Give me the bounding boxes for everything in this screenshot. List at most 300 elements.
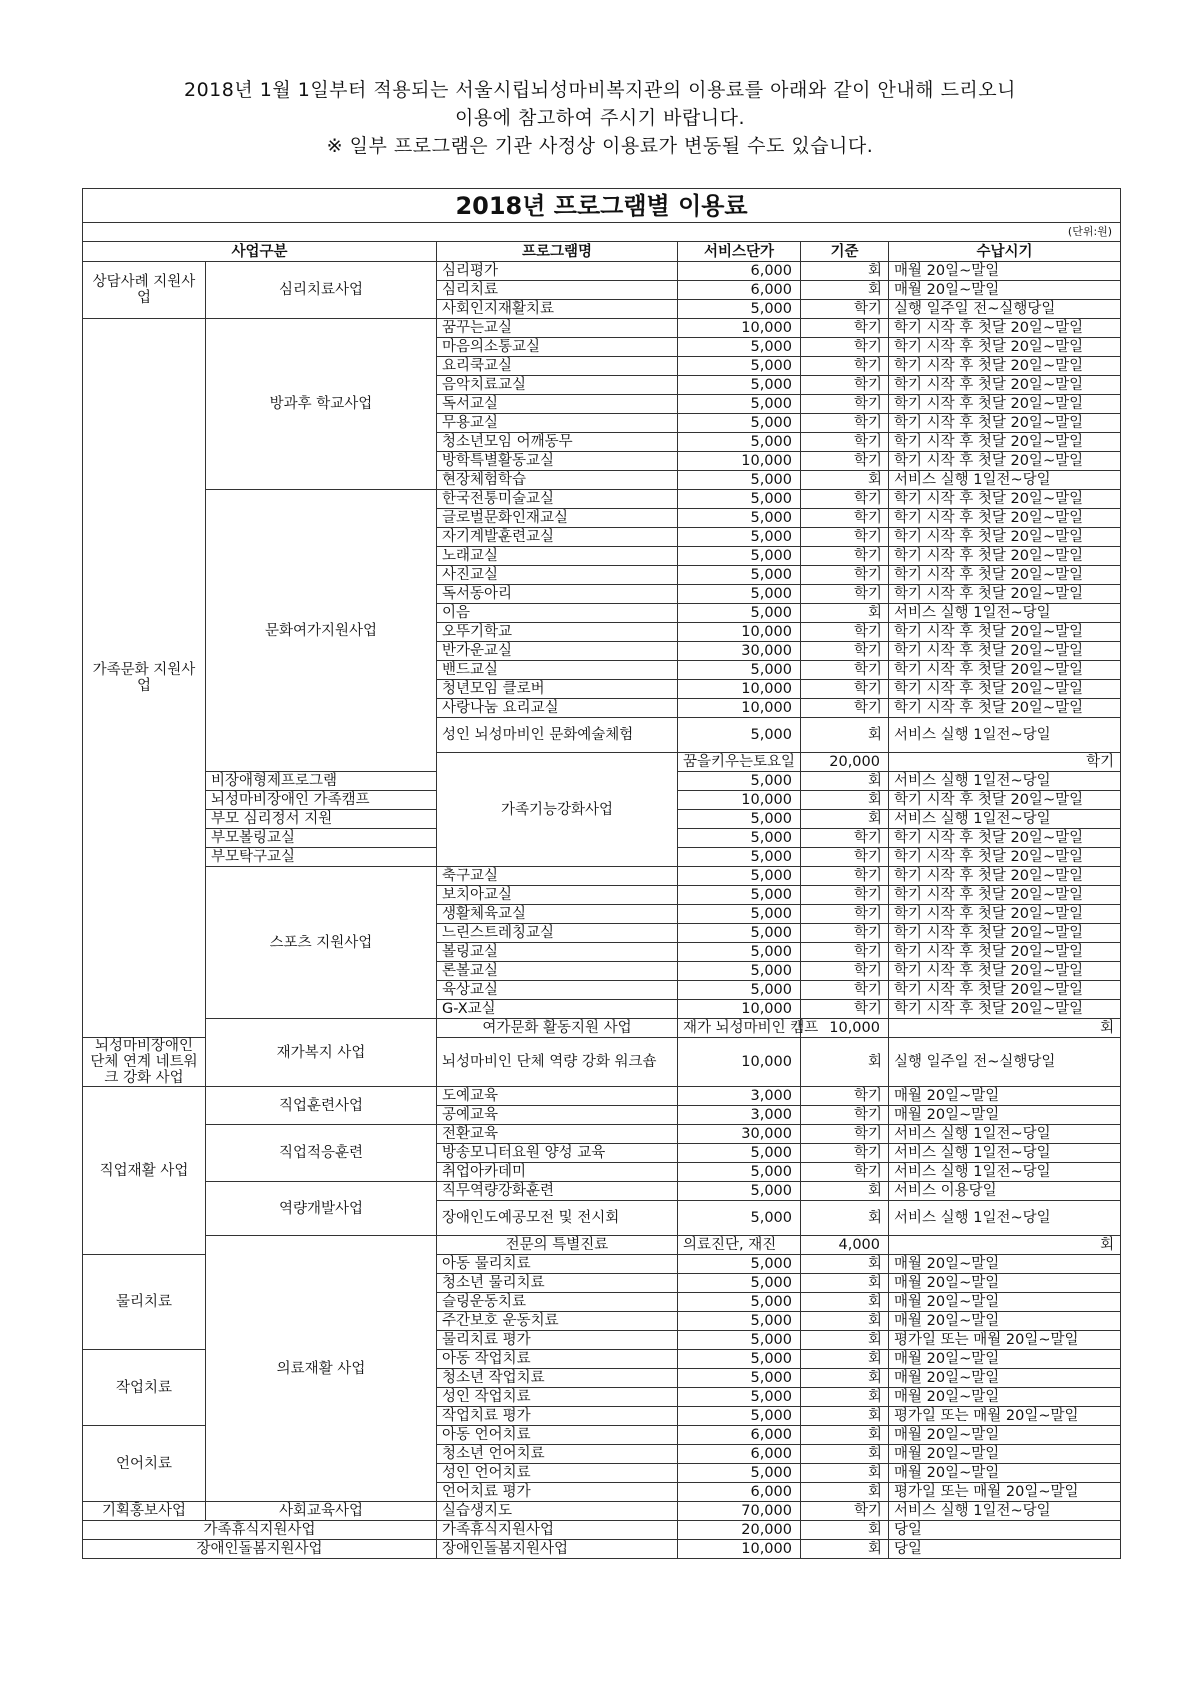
timing-cell: 학기 시작 후 첫달 20일~말일 <box>889 1000 1121 1019</box>
basis-cell: 회 <box>801 1407 889 1426</box>
division-cell: 가족문화 지원사업 <box>83 319 206 1038</box>
price-cell: 5,000 <box>678 509 801 528</box>
timing-cell: 학기 시작 후 첫달 20일~말일 <box>889 943 1121 962</box>
program-name-cell: 부모 심리정서 지원 <box>206 810 437 829</box>
division-cell: 가족휴식지원사업 <box>83 1521 437 1540</box>
price-cell: 10,000 <box>678 623 801 642</box>
table-row <box>83 1521 1121 1540</box>
basis-cell: 학기 <box>801 943 889 962</box>
intro-line-1: 2018년 1월 1일부터 적용되는 서울시립뇌성마비복지관의 이용료를 아래와 같이 안내해 드리오니 <box>184 79 1016 101</box>
program-name-cell: 꿈을키우는토요일 <box>678 753 801 772</box>
program-name-cell: 청소년 물리치료 <box>437 1274 678 1293</box>
program-name-cell: 밴드교실 <box>437 661 678 680</box>
price-cell: 5,000 <box>678 300 801 319</box>
price-cell: 6,000 <box>678 281 801 300</box>
basis-cell: 학기 <box>801 357 889 376</box>
program-name-cell: 축구교실 <box>437 867 678 886</box>
intro-line-3: ※ 일부 프로그램은 기관 사정상 이용료가 변동될 수도 있습니다. <box>326 135 874 157</box>
price-cell: 20,000 <box>678 1521 801 1540</box>
timing-cell: 학기 시작 후 첫달 20일~말일 <box>889 319 1121 338</box>
timing-cell: 매월 20일~말일 <box>889 1369 1121 1388</box>
program-name-cell: 뇌성마비인 단체 역량 강화 워크숍 <box>437 1038 678 1087</box>
basis-cell: 학기 <box>801 981 889 1000</box>
timing-cell: 학기 시작 후 첫달 20일~말일 <box>889 829 1121 848</box>
timing-cell: 평가일 또는 매월 20일~말일 <box>889 1331 1121 1350</box>
timing-cell: 매월 20일~말일 <box>889 1464 1121 1483</box>
price-cell: 5,000 <box>678 1331 801 1350</box>
basis-cell: 회 <box>801 1293 889 1312</box>
price-cell: 5,000 <box>678 962 801 981</box>
basis-cell: 학기 <box>801 1087 889 1106</box>
program-name-cell: 방학특별활동교실 <box>437 452 678 471</box>
timing-cell: 학기 시작 후 첫달 20일~말일 <box>889 338 1121 357</box>
basis-cell: 회 <box>801 1369 889 1388</box>
basis-cell: 학기 <box>801 886 889 905</box>
price-cell: 5,000 <box>678 585 801 604</box>
basis-cell: 학기 <box>801 528 889 547</box>
timing-cell: 서비스 실행 1일전~당일 <box>889 471 1121 490</box>
basis-cell: 학기 <box>801 414 889 433</box>
timing-cell: 학기 시작 후 첫달 20일~말일 <box>889 962 1121 981</box>
price-cell: 10,000 <box>678 680 801 699</box>
basis-cell: 학기 <box>801 433 889 452</box>
program-name-cell: 장애인돌봄지원사업 <box>437 1540 678 1559</box>
program-name-cell: 공예교육 <box>437 1106 678 1125</box>
timing-cell: 매월 20일~말일 <box>889 1087 1121 1106</box>
header-timing: 수납시기 <box>889 242 1121 262</box>
timing-cell: 매월 20일~말일 <box>889 1312 1121 1331</box>
price-cell: 5,000 <box>678 357 801 376</box>
program-name-cell: 심리치료 <box>437 281 678 300</box>
timing-cell: 학기 시작 후 첫달 20일~말일 <box>889 547 1121 566</box>
timing-cell: 서비스 실행 1일전~당일 <box>889 810 1121 829</box>
timing-cell: 실행 일주일 전~실행당일 <box>889 300 1121 319</box>
price-cell: 3,000 <box>678 1106 801 1125</box>
program-name-cell: 부모탁구교실 <box>206 848 437 867</box>
table-title: 2018년 프로그램별 이용료 <box>83 189 1121 223</box>
table-row <box>83 262 1121 281</box>
basis-cell: 학기 <box>801 962 889 981</box>
subdivision-cell: 심리치료사업 <box>206 262 437 319</box>
program-name-cell: 요리쿡교실 <box>437 357 678 376</box>
basis-cell: 회 <box>801 1426 889 1445</box>
price-cell: 5,000 <box>678 528 801 547</box>
price-cell: 5,000 <box>678 905 801 924</box>
basis-cell: 회 <box>801 772 889 791</box>
basis-cell: 회 <box>801 1521 889 1540</box>
basis-cell: 학기 <box>801 848 889 867</box>
header-division: 사업구분 <box>83 242 437 262</box>
program-name-cell: 비장애형제프로그램 <box>206 772 437 791</box>
program-name-cell: 글로벌문화인재교실 <box>437 509 678 528</box>
timing-cell: 학기 시작 후 첫달 20일~말일 <box>889 981 1121 1000</box>
price-cell: 10,000 <box>678 1540 801 1559</box>
table-row <box>83 1087 1121 1106</box>
price-cell: 30,000 <box>678 642 801 661</box>
header-basis: 기준 <box>801 242 889 262</box>
subdivision-cell: 스포츠 지원사업 <box>206 867 437 1019</box>
timing-cell: 학기 시작 후 첫달 20일~말일 <box>889 433 1121 452</box>
timing-cell: 학기 시작 후 첫달 20일~말일 <box>889 528 1121 547</box>
timing-cell: 서비스 실행 1일전~당일 <box>889 772 1121 791</box>
intro-line-2: 이용에 참고하여 주시기 바랍니다. <box>454 107 746 129</box>
basis-cell: 학기 <box>801 338 889 357</box>
program-name-cell: 느린스트레칭교실 <box>437 924 678 943</box>
program-name-cell: 육상교실 <box>437 981 678 1000</box>
program-name-cell: 오뚜기학교 <box>437 623 678 642</box>
subdivision-cell: 물리치료 <box>83 1255 206 1350</box>
table-row <box>83 867 1121 886</box>
program-name-cell: 생활체육교실 <box>437 905 678 924</box>
program-name-cell: 마음의소통교실 <box>437 338 678 357</box>
timing-cell: 학기 시작 후 첫달 20일~말일 <box>889 490 1121 509</box>
timing-cell: 당일 <box>889 1521 1121 1540</box>
price-cell: 10,000 <box>678 791 801 810</box>
program-name-cell: 재가 뇌성마비인 캠프 <box>678 1019 801 1038</box>
program-name-cell: 언어치료 평가 <box>437 1483 678 1502</box>
basis-cell: 회 <box>801 1388 889 1407</box>
price-cell: 5,000 <box>678 547 801 566</box>
timing-cell: 학기 시작 후 첫달 20일~말일 <box>889 791 1121 810</box>
program-name-cell: 노래교실 <box>437 547 678 566</box>
timing-cell: 학기 시작 후 첫달 20일~말일 <box>889 848 1121 867</box>
price-cell: 3,000 <box>678 1087 801 1106</box>
timing-cell: 서비스 실행 1일전~당일 <box>889 1201 1121 1236</box>
timing-cell: 서비스 이용당일 <box>889 1182 1121 1201</box>
subdivision-cell: 뇌성마비장애인 단체 연계 네트워크 강화 사업 <box>83 1038 206 1087</box>
price-cell: 5,000 <box>678 395 801 414</box>
basis-cell: 학기 <box>889 753 1121 772</box>
timing-cell: 실행 일주일 전~실행당일 <box>889 1038 1121 1087</box>
division-cell: 장애인돌봄지원사업 <box>83 1540 437 1559</box>
fee-table <box>82 188 1121 1559</box>
price-cell: 30,000 <box>678 1125 801 1144</box>
price-cell: 5,000 <box>678 414 801 433</box>
timing-cell: 학기 시작 후 첫달 20일~말일 <box>889 509 1121 528</box>
subdivision-cell: 언어치료 <box>83 1426 206 1502</box>
program-name-cell: 음악치료교실 <box>437 376 678 395</box>
price-cell: 5,000 <box>678 1293 801 1312</box>
program-name-cell: 청소년 언어치료 <box>437 1445 678 1464</box>
price-cell: 5,000 <box>678 1388 801 1407</box>
timing-cell: 학기 시작 후 첫달 20일~말일 <box>889 566 1121 585</box>
basis-cell: 회 <box>801 1312 889 1331</box>
basis-cell: 학기 <box>801 829 889 848</box>
price-cell: 5,000 <box>678 1407 801 1426</box>
basis-cell: 학기 <box>801 642 889 661</box>
table-row <box>83 490 1121 509</box>
program-name-cell: 청년모임 클로버 <box>437 680 678 699</box>
basis-cell: 회 <box>801 1483 889 1502</box>
timing-cell: 매월 20일~말일 <box>889 1426 1121 1445</box>
price-cell: 5,000 <box>678 924 801 943</box>
timing-cell: 매월 20일~말일 <box>889 1350 1121 1369</box>
basis-cell: 학기 <box>801 319 889 338</box>
price-cell: 6,000 <box>678 262 801 281</box>
program-name-cell: 주간보호 운동치료 <box>437 1312 678 1331</box>
price-cell: 5,000 <box>678 566 801 585</box>
basis-cell: 회 <box>801 604 889 623</box>
basis-cell: 학기 <box>801 300 889 319</box>
division-cell: 상담사례 지원사업 <box>83 262 206 319</box>
basis-cell: 회 <box>801 1274 889 1293</box>
basis-cell: 회 <box>801 718 889 753</box>
price-cell: 6,000 <box>678 1445 801 1464</box>
program-name-cell: 직무역량강화훈련 <box>437 1182 678 1201</box>
price-cell: 5,000 <box>678 943 801 962</box>
timing-cell: 평가일 또는 매월 20일~말일 <box>889 1483 1121 1502</box>
price-cell: 5,000 <box>678 338 801 357</box>
program-name-cell: 이음 <box>437 604 678 623</box>
timing-cell: 서비스 실행 1일전~당일 <box>889 1144 1121 1163</box>
timing-cell: 서비스 실행 1일전~당일 <box>889 718 1121 753</box>
timing-cell: 학기 시작 후 첫달 20일~말일 <box>889 924 1121 943</box>
division-cell: 의료재활 사업 <box>206 1236 437 1502</box>
price-cell: 5,000 <box>678 1350 801 1369</box>
price-cell: 5,000 <box>678 1201 801 1236</box>
program-name-cell: 아동 언어치료 <box>437 1426 678 1445</box>
division-cell: 기획홍보사업 <box>83 1502 206 1521</box>
timing-cell: 매월 20일~말일 <box>889 262 1121 281</box>
timing-cell: 학기 시작 후 첫달 20일~말일 <box>889 699 1121 718</box>
basis-cell: 학기 <box>801 905 889 924</box>
timing-cell: 학기 시작 후 첫달 20일~말일 <box>889 585 1121 604</box>
basis-cell: 학기 <box>801 376 889 395</box>
unit-note: (단위:원) <box>83 223 1121 242</box>
basis-cell: 학기 <box>801 585 889 604</box>
timing-cell: 매월 20일~말일 <box>889 281 1121 300</box>
program-name-cell: 사진교실 <box>437 566 678 585</box>
price-cell: 4,000 <box>801 1236 889 1255</box>
basis-cell: 회 <box>801 1038 889 1087</box>
price-cell: 5,000 <box>678 1182 801 1201</box>
division-cell: 직업재활 사업 <box>83 1087 206 1255</box>
program-name-cell: 장애인도예공모전 및 전시회 <box>437 1201 678 1236</box>
subdivision-cell: 여가문화 활동지원 사업 <box>437 1019 678 1038</box>
program-name-cell: 청소년모임 어깨동무 <box>437 433 678 452</box>
price-cell: 5,000 <box>678 886 801 905</box>
basis-cell: 학기 <box>801 1000 889 1019</box>
table-row <box>83 1125 1121 1144</box>
price-cell: 5,000 <box>678 1274 801 1293</box>
program-name-cell: 슬링운동치료 <box>437 1293 678 1312</box>
price-cell: 5,000 <box>678 490 801 509</box>
program-name-cell: 도예교육 <box>437 1087 678 1106</box>
basis-cell: 학기 <box>801 1144 889 1163</box>
price-cell: 5,000 <box>678 829 801 848</box>
basis-cell: 학기 <box>801 509 889 528</box>
price-cell: 5,000 <box>678 981 801 1000</box>
program-name-cell: 전환교육 <box>437 1125 678 1144</box>
timing-cell: 학기 시작 후 첫달 20일~말일 <box>889 680 1121 699</box>
table-row <box>83 319 1121 338</box>
program-name-cell: 현장체험학습 <box>437 471 678 490</box>
timing-cell: 매월 20일~말일 <box>889 1293 1121 1312</box>
program-name-cell: 의료진단, 재진 <box>678 1236 801 1255</box>
program-name-cell: 한국전통미술교실 <box>437 490 678 509</box>
program-name-cell: 반가운교실 <box>437 642 678 661</box>
timing-cell: 서비스 실행 1일전~당일 <box>889 1502 1121 1521</box>
timing-cell: 학기 시작 후 첫달 20일~말일 <box>889 886 1121 905</box>
program-name-cell: G-X교실 <box>437 1000 678 1019</box>
timing-cell: 매월 20일~말일 <box>889 1388 1121 1407</box>
basis-cell: 학기 <box>801 680 889 699</box>
timing-cell: 매월 20일~말일 <box>889 1445 1121 1464</box>
timing-cell: 학기 시작 후 첫달 20일~말일 <box>889 452 1121 471</box>
header-price: 서비스단가 <box>678 242 801 262</box>
basis-cell: 학기 <box>801 867 889 886</box>
program-name-cell: 물리치료 평가 <box>437 1331 678 1350</box>
program-name-cell: 아동 작업치료 <box>437 1350 678 1369</box>
basis-cell: 학기 <box>801 566 889 585</box>
division-cell: 재가복지 사업 <box>206 1019 437 1087</box>
price-cell: 5,000 <box>678 867 801 886</box>
price-cell: 10,000 <box>678 699 801 718</box>
timing-cell: 학기 시작 후 첫달 20일~말일 <box>889 395 1121 414</box>
price-cell: 5,000 <box>678 604 801 623</box>
basis-cell: 회 <box>889 1019 1121 1038</box>
program-name-cell: 독서교실 <box>437 395 678 414</box>
program-name-cell: 방송모니터요원 양성 교육 <box>437 1144 678 1163</box>
price-cell: 5,000 <box>678 1312 801 1331</box>
timing-cell: 서비스 실행 1일전~당일 <box>889 604 1121 623</box>
basis-cell: 회 <box>801 1445 889 1464</box>
basis-cell: 회 <box>801 1540 889 1559</box>
basis-cell: 회 <box>801 810 889 829</box>
program-name-cell: 실습생지도 <box>437 1502 678 1521</box>
timing-cell: 학기 시작 후 첫달 20일~말일 <box>889 376 1121 395</box>
timing-cell: 학기 시작 후 첫달 20일~말일 <box>889 414 1121 433</box>
price-cell: 20,000 <box>801 753 889 772</box>
timing-cell: 학기 시작 후 첫달 20일~말일 <box>889 357 1121 376</box>
price-cell: 5,000 <box>678 772 801 791</box>
basis-cell: 학기 <box>801 490 889 509</box>
basis-cell: 회 <box>801 791 889 810</box>
price-cell: 5,000 <box>678 848 801 867</box>
subdivision-cell: 전문의 특별진료 <box>437 1236 678 1255</box>
basis-cell: 학기 <box>801 661 889 680</box>
basis-cell: 회 <box>801 1464 889 1483</box>
timing-cell: 학기 시작 후 첫달 20일~말일 <box>889 642 1121 661</box>
header-row <box>83 242 1121 262</box>
table-row <box>83 1540 1121 1559</box>
price-cell: 5,000 <box>678 718 801 753</box>
program-name-cell: 작업치료 평가 <box>437 1407 678 1426</box>
price-cell: 5,000 <box>678 661 801 680</box>
subdivision-cell: 방과후 학교사업 <box>206 319 437 490</box>
price-cell: 10,000 <box>801 1019 889 1038</box>
price-cell: 70,000 <box>678 1502 801 1521</box>
basis-cell: 회 <box>801 1182 889 1201</box>
table-row <box>83 1236 1121 1255</box>
price-cell: 10,000 <box>678 1000 801 1019</box>
basis-cell: 학기 <box>801 1163 889 1182</box>
price-cell: 5,000 <box>678 433 801 452</box>
basis-cell: 학기 <box>801 1106 889 1125</box>
price-cell: 10,000 <box>678 1038 801 1087</box>
basis-cell: 회 <box>801 1350 889 1369</box>
program-name-cell: 심리평가 <box>437 262 678 281</box>
table-row <box>83 1182 1121 1201</box>
timing-cell: 서비스 실행 1일전~당일 <box>889 1163 1121 1182</box>
basis-cell: 학기 <box>801 1502 889 1521</box>
intro-notice <box>0 76 1200 160</box>
program-name-cell: 취업아카데미 <box>437 1163 678 1182</box>
timing-cell: 매월 20일~말일 <box>889 1255 1121 1274</box>
price-cell: 5,000 <box>678 1255 801 1274</box>
program-name-cell: 자기계발훈련교실 <box>437 528 678 547</box>
basis-cell: 회 <box>801 281 889 300</box>
program-name-cell: 꿈꾸는교실 <box>437 319 678 338</box>
program-name-cell: 가족휴식지원사업 <box>437 1521 678 1540</box>
price-cell: 5,000 <box>678 810 801 829</box>
basis-cell: 회 <box>801 1255 889 1274</box>
timing-cell: 평가일 또는 매월 20일~말일 <box>889 1407 1121 1426</box>
program-name-cell: 사랑나눔 요리교실 <box>437 699 678 718</box>
basis-cell: 학기 <box>801 547 889 566</box>
program-name-cell: 아동 물리치료 <box>437 1255 678 1274</box>
price-cell: 5,000 <box>678 1464 801 1483</box>
basis-cell: 학기 <box>801 452 889 471</box>
program-name-cell: 보치아교실 <box>437 886 678 905</box>
subdivision-cell: 직업훈련사업 <box>206 1087 437 1125</box>
program-name-cell: 성인 언어치료 <box>437 1464 678 1483</box>
program-name-cell: 독서동아리 <box>437 585 678 604</box>
timing-cell: 매월 20일~말일 <box>889 1274 1121 1293</box>
basis-cell: 회 <box>801 262 889 281</box>
program-name-cell: 사회인지재활치료 <box>437 300 678 319</box>
timing-cell: 매월 20일~말일 <box>889 1106 1121 1125</box>
program-name-cell: 뇌성마비장애인 가족캠프 <box>206 791 437 810</box>
basis-cell: 학기 <box>801 924 889 943</box>
timing-cell: 서비스 실행 1일전~당일 <box>889 1125 1121 1144</box>
price-cell: 5,000 <box>678 1144 801 1163</box>
timing-cell: 학기 시작 후 첫달 20일~말일 <box>889 905 1121 924</box>
table-row <box>83 1502 1121 1521</box>
table-row <box>83 1019 1121 1038</box>
basis-cell: 학기 <box>801 699 889 718</box>
subdivision-cell: 문화여가지원사업 <box>206 490 437 772</box>
price-cell: 5,000 <box>678 1163 801 1182</box>
timing-cell: 학기 시작 후 첫달 20일~말일 <box>889 867 1121 886</box>
program-name-cell: 무용교실 <box>437 414 678 433</box>
subdivision-cell: 작업치료 <box>83 1350 206 1426</box>
fee-table-container <box>82 188 1120 1559</box>
subdivision-cell: 역량개발사업 <box>206 1182 437 1236</box>
basis-cell: 학기 <box>801 623 889 642</box>
header-program: 프로그램명 <box>437 242 678 262</box>
program-name-cell: 론볼교실 <box>437 962 678 981</box>
program-name-cell: 청소년 작업치료 <box>437 1369 678 1388</box>
program-name-cell: 성인 뇌성마비인 문화예술체험 <box>437 718 678 753</box>
program-name-cell: 볼링교실 <box>437 943 678 962</box>
basis-cell: 회 <box>801 1201 889 1236</box>
basis-cell: 회 <box>801 1331 889 1350</box>
basis-cell: 회 <box>801 471 889 490</box>
timing-cell: 당일 <box>889 1540 1121 1559</box>
price-cell: 5,000 <box>678 376 801 395</box>
price-cell: 5,000 <box>678 1369 801 1388</box>
price-cell: 10,000 <box>678 319 801 338</box>
program-name-cell: 부모볼링교실 <box>206 829 437 848</box>
subdivision-cell: 직업적응훈련 <box>206 1125 437 1182</box>
price-cell: 10,000 <box>678 452 801 471</box>
subdivision-cell: 사회교육사업 <box>206 1502 437 1521</box>
basis-cell: 학기 <box>801 395 889 414</box>
price-cell: 6,000 <box>678 1483 801 1502</box>
program-name-cell: 성인 작업치료 <box>437 1388 678 1407</box>
basis-cell: 학기 <box>801 1125 889 1144</box>
